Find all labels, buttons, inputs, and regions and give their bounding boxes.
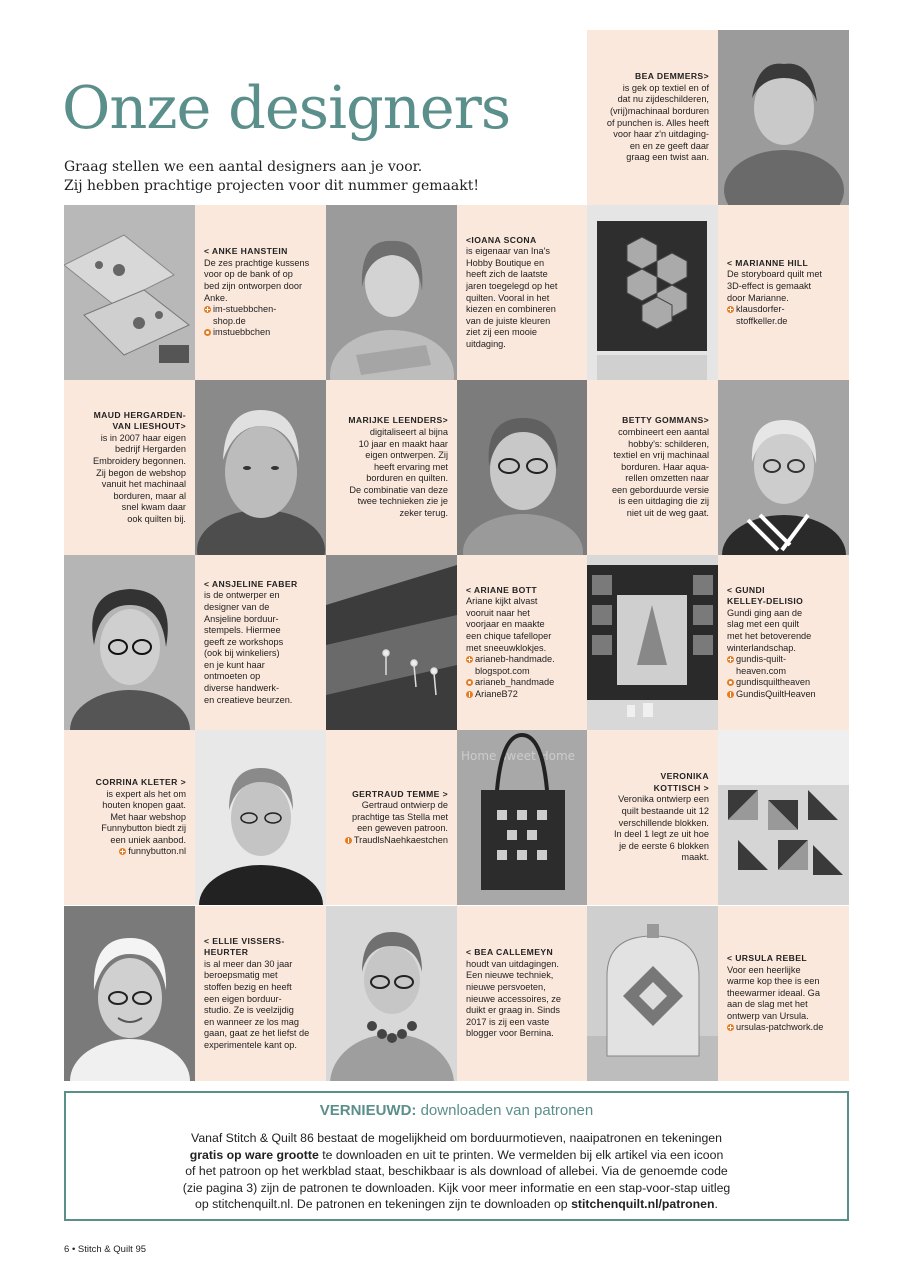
- bio-line: ontmoeten op: [204, 671, 261, 682]
- window-image: [587, 555, 718, 730]
- designer-card: [457, 906, 588, 1081]
- designer-name: MARIJKE LEENDERS>: [348, 415, 448, 426]
- designer-name: < URSULA REBEL: [727, 952, 808, 963]
- bio-line: De combinatie van deze: [349, 484, 448, 495]
- bio-line: vooruit naar het: [466, 607, 530, 618]
- bio-line: niet uit de weg gaat.: [626, 508, 709, 519]
- designer-bio: [466, 959, 580, 1040]
- bio-line: is expert als het om: [106, 788, 186, 799]
- bio-line: beroepsmatig met: [204, 970, 278, 981]
- woman-darkhair-image: [64, 555, 195, 730]
- woman-short-image: [195, 730, 326, 905]
- bag-image: [457, 730, 588, 905]
- box-heading-rest: downloaden van patronen: [416, 1102, 594, 1119]
- designer-card: [718, 555, 849, 730]
- box-text: te downloaden en uit te printen. We vermelden bij elk artikel via een icoon: [318, 1147, 724, 1162]
- designer-photo: [195, 380, 326, 555]
- designer-bio: [727, 608, 841, 654]
- designer-name: BETTY GOMMANS>: [622, 415, 709, 426]
- bio-line: jaren toegelegd op het: [466, 280, 558, 291]
- bio-line: combineert een aantal: [618, 426, 709, 437]
- bio-line: Ansjeline borduur-: [204, 613, 279, 624]
- bio-line: digitaliseert al bijna: [369, 426, 448, 437]
- bio-line: maakt.: [681, 852, 709, 863]
- bio-line: je de eerste 6 blokken: [619, 840, 709, 851]
- bio-line: twee technieken zie je: [357, 496, 448, 507]
- bio-line: De storyboard quilt met: [727, 269, 822, 280]
- designer-name: BEA DEMMERS>: [635, 71, 709, 82]
- designer-card: [64, 380, 195, 555]
- link-line[interactable]: GundisQuiltHeaven: [736, 688, 816, 699]
- link-line[interactable]: imstuebbchen: [213, 327, 271, 338]
- bio-line: bedrijf Hergarden: [115, 444, 186, 455]
- designer-name: < ANSJELINE FABER: [204, 578, 298, 589]
- cushions-image: [64, 205, 195, 380]
- link-line[interactable]: arianeb-handmade.: [475, 654, 555, 665]
- bio-line: 10 jaar en maakt haar: [358, 438, 448, 449]
- bio-line: kiezen en combineren: [466, 304, 556, 315]
- woman-white-image: [64, 906, 195, 1081]
- bio-line: ziet zij een mooie: [466, 327, 537, 338]
- box-line: of het patroon op het werkblad staat, beschikbaar is als download of allebei. Via de genoemde code: [185, 1164, 728, 1178]
- bio-line: en wanneer ze los mag: [204, 1016, 299, 1027]
- intro-line: Graag stellen we een aantal designers aan je voor.: [64, 159, 423, 175]
- designer-bio: [466, 596, 580, 654]
- designer-card: [64, 730, 195, 905]
- designer-bio: [595, 427, 709, 520]
- designer-photo: [195, 730, 326, 905]
- box-heading: [86, 1101, 827, 1121]
- woman-stripes-image: [718, 380, 849, 555]
- box-text: .: [714, 1197, 718, 1211]
- bio-line: verschillende blokken.: [618, 817, 709, 828]
- designer-link[interactable]: [727, 677, 841, 689]
- link-text[interactable]: [736, 654, 786, 677]
- bio-line: is gek op textiel en of: [622, 82, 709, 93]
- bio-line: hobby's: schilderen,: [628, 438, 709, 449]
- bio-line: borduren en quilten.: [366, 473, 448, 484]
- bio-line: prachtige tas Stella met: [351, 811, 448, 822]
- bio-line: slag met een quilt: [727, 619, 800, 630]
- designer-name: < BEA CALLEMEYN: [466, 947, 554, 958]
- bio-line: geeft ze workshops: [204, 636, 284, 647]
- bio-line: Hobby Boutique en: [466, 257, 545, 268]
- bio-line: (ook bij winkeliers): [204, 648, 280, 659]
- bio-line: Funnybutton biedt zij: [101, 823, 186, 834]
- link-line[interactable]: gundisquiltheaven: [736, 677, 811, 688]
- bio-line: (vrij)machinaal borduren: [609, 105, 709, 116]
- bio-line: met sneeuwklokjes.: [466, 642, 547, 653]
- bag-label: Home sweet Home: [461, 749, 576, 763]
- link-text[interactable]: [475, 654, 555, 677]
- link-line[interactable]: klausdorfer-: [736, 304, 785, 315]
- designer-photo: [64, 906, 195, 1081]
- designer-name: KOTTISCH >: [653, 782, 709, 793]
- bio-line: Anke.: [204, 292, 228, 303]
- designer-card: [195, 205, 326, 380]
- designer-card: [326, 380, 457, 555]
- bio-line: theewarmer ideaal. Ga: [727, 987, 820, 998]
- link-line[interactable]: im-stuebbchen-: [213, 304, 277, 315]
- bio-line: een geborduurde versie: [611, 484, 709, 495]
- facebook-icon: [345, 837, 352, 844]
- designer-card: [457, 205, 588, 380]
- designer-link[interactable]: [466, 654, 580, 677]
- intro-text: [64, 158, 479, 196]
- bio-line: borduren. Haar aqua-: [621, 461, 709, 472]
- bio-line: een uniek aanbod.: [110, 834, 186, 845]
- bio-line: Embroidery begonnen.: [93, 455, 186, 466]
- facebook-icon: [727, 691, 734, 698]
- bio-line: uitdaging.: [466, 338, 506, 349]
- download-info-box: [64, 1091, 849, 1221]
- globe-icon: [119, 848, 126, 855]
- bio-line: of punchen is. Alles heeft: [606, 117, 709, 128]
- link-line[interactable]: ArianeB72: [475, 688, 518, 699]
- designer-photo: [64, 205, 195, 380]
- bio-line: ook quilten bij.: [127, 513, 186, 524]
- instagram-icon: [727, 679, 734, 686]
- page-footer: [64, 1244, 146, 1255]
- bio-line: voorjaar en maakte: [466, 619, 545, 630]
- designer-photo: [326, 555, 457, 730]
- designer-photo: [326, 906, 457, 1081]
- bio-line: is in 2007 haar eigen: [100, 432, 186, 443]
- woman-blonde-image: [326, 205, 457, 380]
- bio-line: is een uitdaging die zij: [618, 496, 709, 507]
- globe-icon: [204, 306, 211, 313]
- bio-line: is al meer dan 30 jaar: [204, 958, 293, 969]
- designer-card: [718, 906, 849, 1081]
- bio-line: studio. Ze is veelzijdig: [204, 1005, 294, 1016]
- teacosy-image: [587, 906, 718, 1081]
- designer-card: [195, 555, 326, 730]
- designer-card: [457, 555, 588, 730]
- bio-line: aan de slag met het: [727, 999, 808, 1010]
- bio-line: houdt van uitdagingen.: [466, 958, 559, 969]
- designer-link[interactable]: [727, 304, 841, 327]
- bio-line: stempels. Hiermee: [204, 625, 281, 636]
- designer-card: [195, 906, 326, 1081]
- designer-photo: [457, 730, 588, 905]
- patterns-link[interactable]: stitchenquilt.nl/patronen: [571, 1197, 715, 1211]
- bio-line: warme kop thee is een: [727, 976, 820, 987]
- designer-bio: [727, 269, 841, 304]
- bio-line: zeker terug.: [399, 508, 448, 519]
- bio-line: 2017 is zij een vaste: [466, 1016, 550, 1027]
- designer-name: < ELLIE VISSERS-: [204, 935, 285, 946]
- bio-line: winterlandschap.: [727, 642, 796, 653]
- designer-card: [718, 205, 849, 380]
- bio-line: snel kwam daar: [121, 502, 186, 513]
- snowdrop-image: [326, 555, 457, 730]
- designer-bio: [204, 258, 318, 304]
- bio-line: nieuwe persvoeten,: [466, 981, 546, 992]
- designer-name: HEURTER: [204, 947, 249, 958]
- designer-photo: [587, 205, 718, 380]
- box-line: [86, 1196, 827, 1213]
- link-text[interactable]: [128, 846, 186, 858]
- link-text[interactable]: [736, 689, 816, 701]
- bio-line: en je kunt haar: [204, 659, 265, 670]
- link-line[interactable]: blogspot.com: [475, 665, 530, 676]
- designer-bio: [204, 959, 318, 1052]
- page-title: Onze designers: [62, 73, 511, 142]
- bio-line: is eigenaar van Ina's: [466, 246, 550, 257]
- designer-bio: [204, 590, 318, 706]
- box-text: op stitchenquilt.nl. De patronen en tekeningen zijn te downloaden op: [195, 1197, 572, 1211]
- designer-link[interactable]: [466, 689, 580, 701]
- bio-line: De zes prachtige kussens: [204, 257, 310, 268]
- box-line: (zie pagina 3) zijn de patronen te downloaden. Kijk voor meer informatie en een stap-voor-stap uitleg: [182, 1180, 731, 1195]
- footer-separator: •: [71, 1244, 76, 1255]
- designer-link[interactable]: [204, 327, 318, 339]
- bio-line: een eigen borduur-: [204, 993, 282, 1004]
- link-line[interactable]: ursulas-patchwork.de: [736, 1022, 824, 1033]
- bio-line: textiel en vrij machinaal: [613, 450, 709, 461]
- designer-link[interactable]: [727, 1022, 841, 1034]
- box-bold: gratis op ware grootte: [189, 1147, 319, 1162]
- box-line: Vanaf Stitch & Quilt 86 bestaat de mogelijkheid om borduurmotieven, naaipatronen en tekeningen: [191, 1131, 722, 1145]
- bio-line: quilt bestaande uit 12: [621, 805, 709, 816]
- designer-bio: [466, 246, 580, 350]
- bio-line: door Marianne.: [727, 292, 789, 303]
- designer-card: [326, 730, 457, 905]
- bio-line: blogger voor Bernina.: [466, 1028, 554, 1039]
- bio-line: stoffen bezig en heeft: [204, 981, 292, 992]
- designer-link[interactable]: [466, 677, 580, 689]
- link-line[interactable]: TraudlsNaehkaestchen: [353, 834, 448, 845]
- bio-line: heeft zich de laatste: [466, 269, 548, 280]
- page-number: 6: [64, 1244, 70, 1255]
- box-body: [86, 1130, 827, 1213]
- bio-line: en creatieve beurzen.: [204, 694, 293, 705]
- link-text[interactable]: [736, 677, 810, 689]
- bio-line: nieuwe accessoires, ze: [466, 993, 561, 1004]
- bio-line: met het betoverende: [727, 630, 812, 641]
- link-text[interactable]: [475, 689, 518, 701]
- bio-line: experimentele kant op.: [204, 1039, 297, 1050]
- bio-line: Gundi ging aan de: [727, 607, 803, 618]
- link-text[interactable]: [213, 327, 270, 339]
- magazine-name: Stitch & Quilt 95: [77, 1244, 147, 1255]
- designer-link[interactable]: [72, 846, 186, 858]
- designer-link[interactable]: [334, 835, 448, 847]
- quilt-image: [718, 730, 849, 905]
- bio-line: voor haar z'n uitdaging-: [613, 129, 709, 140]
- designer-name: VERONIKA: [660, 771, 709, 782]
- bio-line: Voor een heerlijke: [727, 964, 801, 975]
- designer-bio: [72, 789, 186, 847]
- designer-card: [587, 380, 718, 555]
- box-heading-bold: VERNIEUWD:: [319, 1102, 417, 1119]
- link-text[interactable]: [475, 677, 554, 689]
- bio-line: duikt er graag in. Sinds: [466, 1005, 560, 1016]
- bio-line: een geweven patroon.: [357, 823, 448, 834]
- bio-line: graag een twist aan.: [626, 152, 709, 163]
- bio-line: Een nieuwe techniek,: [466, 970, 554, 981]
- bio-line: houten knopen gaat.: [102, 800, 186, 811]
- designer-bio: [72, 433, 186, 526]
- bio-line: en en ze geeft daar: [629, 140, 709, 151]
- link-text[interactable]: [736, 1022, 823, 1034]
- designer-name: <IOANA SCONA: [466, 234, 537, 245]
- designer-name: < ARIANE BOTT: [466, 584, 538, 595]
- link-text[interactable]: [354, 835, 448, 847]
- bio-line: Met haar webshop: [110, 811, 186, 822]
- bio-line: 3D-effect is gemaakt: [727, 280, 812, 291]
- portrait-photo: [718, 30, 849, 205]
- designer-bio: [595, 83, 709, 164]
- bio-line: eigen ontwerpen. Zij: [365, 450, 448, 461]
- link-line[interactable]: heaven.com: [736, 665, 787, 676]
- globe-icon: [466, 656, 473, 663]
- bio-line: een chique tafelloper: [466, 630, 552, 641]
- designer-photo: [326, 205, 457, 380]
- bio-line: bed zijn ontworpen door: [204, 280, 303, 291]
- link-line[interactable]: funnybutton.nl: [128, 846, 186, 857]
- designer-name: VAN LIESHOUT>: [112, 421, 186, 432]
- designer-card-bea-demmers: [587, 30, 718, 205]
- bio-line: ontwerp van Ursula.: [727, 1010, 809, 1021]
- link-text[interactable]: [736, 304, 787, 327]
- box-line: [86, 1147, 827, 1164]
- bio-line: Gertraud ontwierp de: [361, 800, 448, 811]
- link-line[interactable]: gundis-quilt-: [736, 654, 787, 665]
- hexquilt-image: [587, 205, 718, 380]
- bio-line: designer van de: [204, 601, 270, 612]
- link-line[interactable]: stoffkeller.de: [736, 315, 788, 326]
- bio-line: Zij begon de webshop: [96, 467, 186, 478]
- bio-line: van de juiste kleuren: [466, 315, 551, 326]
- link-text[interactable]: [213, 304, 276, 327]
- designer-name: < ANKE HANSTEIN: [204, 246, 288, 257]
- woman-necklace-image: [326, 906, 457, 1081]
- globe-icon: [727, 1024, 734, 1031]
- designer-name: KELLEY-DELISIO: [727, 596, 804, 607]
- designer-name: CORRINA KLETER >: [95, 776, 186, 787]
- bio-line: voor op de bank of op: [204, 269, 293, 280]
- bio-line: dat nu zijdeschilderen,: [617, 94, 709, 105]
- designer-photo: [587, 555, 718, 730]
- woman-glasses-image: [457, 380, 588, 555]
- intro-line: Zij hebben prachtige projecten voor dit nummer gemaakt!: [64, 178, 479, 194]
- designer-photo: [64, 555, 195, 730]
- designer-link[interactable]: [204, 304, 318, 327]
- bio-line: is de ontwerper en: [204, 590, 280, 601]
- instagram-icon: [466, 679, 473, 686]
- bio-line: vanuit het machinaal: [101, 479, 186, 490]
- woman-grey-image: [195, 380, 326, 555]
- globe-icon: [727, 656, 734, 663]
- bio-line: rellen omzetten naar: [625, 473, 709, 484]
- designer-name: < MARIANNE HILL: [727, 257, 809, 268]
- bio-line: diverse handwerk-: [204, 683, 280, 694]
- designer-name: MAUD HERGARDEN-: [93, 409, 186, 420]
- designer-name: < GUNDI: [727, 584, 765, 595]
- bio-line: Ariane kijkt alvast: [466, 596, 538, 607]
- designer-photo: [718, 730, 849, 905]
- link-line[interactable]: arianeb_handmade: [475, 677, 555, 688]
- designer-photo: [587, 906, 718, 1081]
- designer-bio: [727, 965, 841, 1023]
- designer-name: GERTRAUD TEMME >: [352, 788, 448, 799]
- designer-link[interactable]: [727, 689, 841, 701]
- designer-card: [587, 730, 718, 905]
- designer-link[interactable]: [727, 654, 841, 677]
- bio-line: In deel 1 legt ze uit hoe: [613, 829, 709, 840]
- bio-line: Veronika ontwierp een: [618, 794, 709, 805]
- globe-icon: [727, 306, 734, 313]
- facebook-icon: [466, 691, 473, 698]
- bio-line: gaan, gaat ze het liefst de: [204, 1028, 310, 1039]
- link-line[interactable]: shop.de: [213, 315, 246, 326]
- designer-bio: [595, 794, 709, 864]
- instagram-icon: [204, 329, 211, 336]
- designer-photo: [718, 380, 849, 555]
- bio-line: borduren, maar al: [113, 490, 186, 501]
- bio-line: quilten. Vooral in het: [466, 292, 550, 303]
- designer-photo: [457, 380, 588, 555]
- designer-bio: [334, 427, 448, 520]
- bio-line: heeft ervaring met: [373, 461, 448, 472]
- designer-bio: [334, 800, 448, 835]
